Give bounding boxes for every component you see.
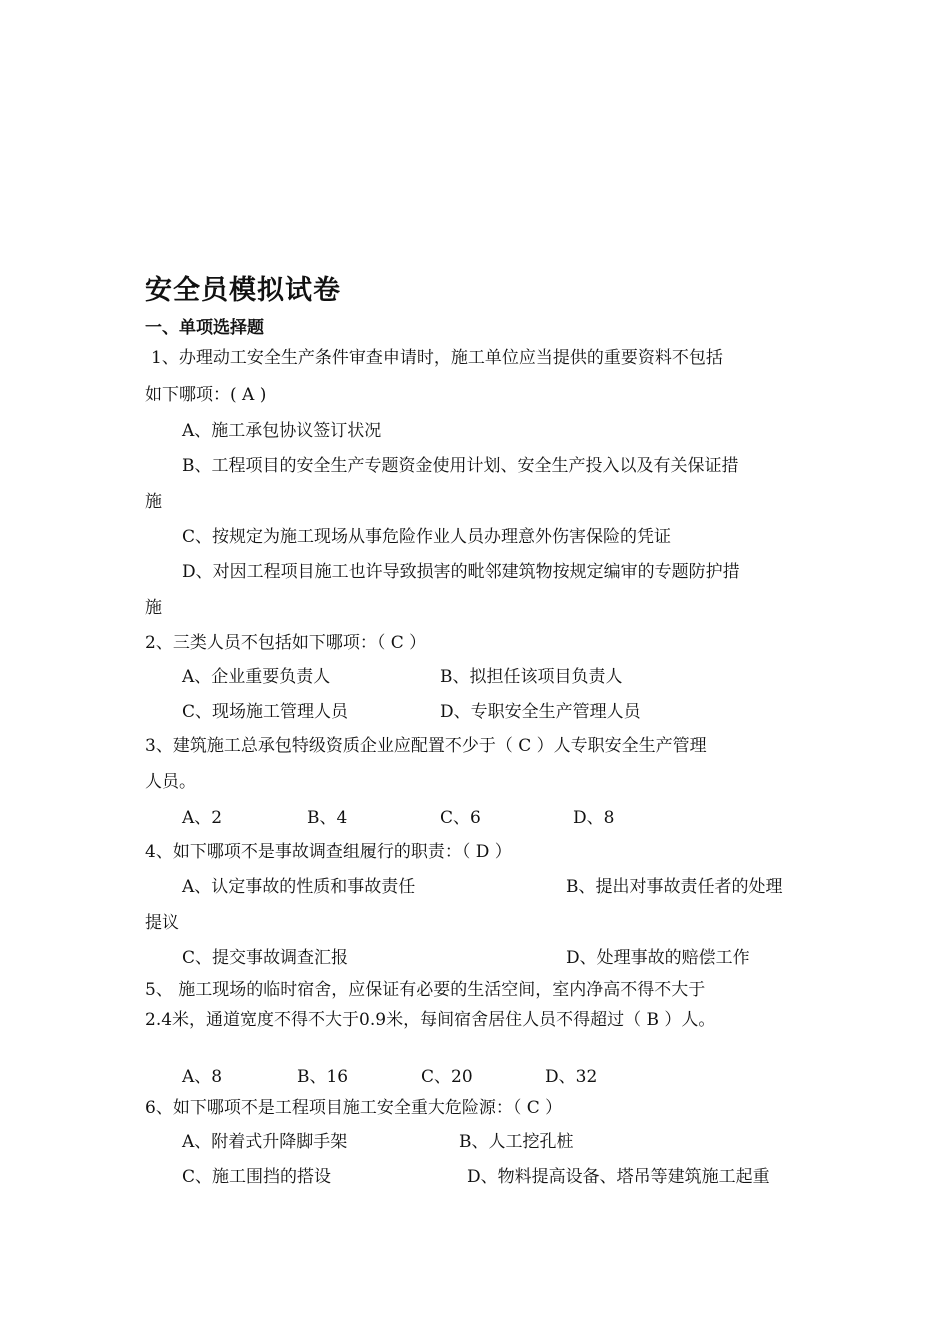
q3-option-d: D、8 [573, 808, 615, 828]
q4-option-b-line1: B、提出对事故责任者的处理 [566, 877, 783, 897]
q6-option-b: B、人工挖孔桩 [459, 1132, 574, 1152]
q1-option-c: C、按规定为施工现场从事危险作业人员办理意外伤害保险的凭证 [182, 527, 672, 547]
q5-stem-line1: 5、 施工现场的临时宿舍，应保证有必要的生活空间，室内净高不得不大于 [145, 980, 706, 1000]
q3-stem-line1: 3、建筑施工总承包特级资质企业应配置不少于（ C ）人专职安全生产管理 [145, 736, 707, 756]
q2-option-d: D、专职安全生产管理人员 [440, 702, 641, 722]
q3-stem-line2: 人员。 [145, 772, 196, 792]
q3-option-b: B、4 [307, 808, 348, 828]
q4-stem: 4、如下哪项不是事故调查组履行的职责：（ D ） [145, 842, 512, 862]
q1-option-b-line2: 施 [145, 492, 162, 512]
q4-option-b-line2: 提议 [145, 913, 179, 933]
q2-option-c: C、现场施工管理人员 [182, 702, 349, 722]
section-heading: 一、单项选择题 [145, 318, 264, 338]
q6-stem: 6、如下哪项不是工程项目施工安全重大危险源：（ C ） [145, 1098, 563, 1118]
q5-option-a: A、8 [182, 1067, 223, 1087]
q1-option-b-line1: B、工程项目的安全生产专题资金使用计划、安全生产投入以及有关保证措 [182, 456, 739, 476]
q4-option-d: D、处理事故的赔偿工作 [566, 948, 750, 968]
q5-option-c: C、20 [421, 1067, 473, 1087]
q2-option-a: A、企业重要负责人 [182, 667, 331, 687]
q3-option-c: C、6 [440, 808, 481, 828]
q3-option-a: A、2 [182, 808, 223, 828]
q6-option-a: A、附着式升降脚手架 [182, 1132, 348, 1152]
q1-stem-line2: 如下哪项：( A ) [145, 385, 267, 405]
q1-option-a: A、施工承包协议签订状况 [182, 421, 382, 441]
q1-option-d-line2: 施 [145, 598, 162, 618]
q4-option-a: A、认定事故的性质和事故责任 [182, 877, 416, 897]
q6-option-c: C、施工围挡的搭设 [182, 1167, 332, 1187]
q4-option-c: C、提交事故调查汇报 [182, 948, 349, 968]
q1-stem-line1: 1、办理动工安全生产条件审查申请时，施工单位应当提供的重要资料不包括 [151, 348, 723, 368]
q6-option-d: D、物料提高设备、塔吊等建筑施工起重 [467, 1167, 770, 1187]
q5-option-b: B、16 [297, 1067, 349, 1087]
q1-option-d-line1: D、对因工程项目施工也许导致损害的毗邻建筑物按规定编审的专题防护措 [182, 562, 740, 582]
q2-stem: 2、三类人员不包括如下哪项：（ C ） [145, 633, 427, 653]
q5-stem-line2: 2.4米，通道宽度不得不大于0.9米，每间宿舍居住人员不得超过（ B ）人。 [145, 1010, 716, 1030]
page-title: 安全员模拟试卷 [145, 275, 341, 306]
q5-option-d: D、32 [545, 1067, 598, 1087]
q2-option-b: B、拟担任该项目负责人 [440, 667, 623, 687]
